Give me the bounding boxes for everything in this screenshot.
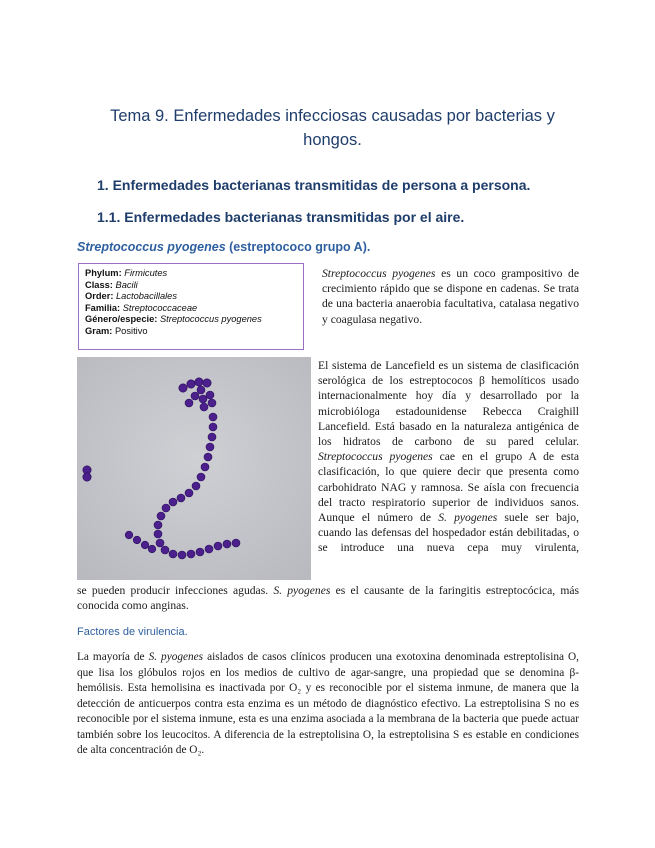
taxonomy-row: Familia: Streptococcaceae — [85, 302, 198, 313]
taxonomy-row: Phylum: Firmicutes — [85, 268, 168, 278]
micrograph-image — [77, 357, 311, 580]
organism-heading — [77, 240, 370, 254]
paragraph-description: Streptococcus pyogenes es un coco grampositivo de crecimiento rápido que se dispone en cadenas. Se trata de una bacteria anaerobia facultativa, catalasa negativo y coagulasa negativo. — [322, 267, 579, 326]
section-heading-1: 1. Enfermedades bacterianas transmitidas de persona a persona. — [97, 177, 531, 193]
taxonomy-row: Gram: Positivo — [85, 325, 148, 336]
taxonomy-row: Order: Lactobacillales — [85, 291, 177, 301]
organism-name: Streptococcus pyogenes — [77, 240, 226, 254]
taxonomy-row: Class: Bacili — [85, 279, 138, 290]
paragraph-virulence: La mayoría de S. pyogenes aislados de casos clínicos producen una exotoxina denominada estreptolisina O, que lisa los glóbulos rojos en los medios de cultivo de agar-sangre, una propiedad que se denomina β-hemólisis. Esta hemolisina es inactivada por O₂ y es reconocible por el sistema inmune, de manera que la detección de anticuerpos contra esta enzima es un método de diagnóstico efectivo. La estreptolisina S no es reconocible por el sistema inmune, esta es una enzima asociada a la membrana de la bacteria que puede actuar también sobre los leucocitos. A diferencia de la estreptolisina O, la estreptolisina S es estable en condiciones de alta concentración de O₂. — [77, 651, 579, 756]
virulence-heading: Factores de virulencia. — [77, 626, 188, 638]
paragraph-infections: se pueden producir infecciones agudas. S. pyogenes es el causante de la faringitis estreptocócica, más conocida como anginas. — [77, 584, 579, 613]
taxonomy-row: Género/especie: Streptococcus pyogenes — [85, 314, 262, 324]
streptococcus-chain-illustration — [77, 357, 311, 580]
section-heading-1-1: 1.1. Enfermedades bacterianas transmitidas por el aire. — [97, 209, 465, 225]
taxonomy-box — [78, 263, 304, 350]
paragraph-lancefield: El sistema de Lancefield es un sistema de clasificación serológica de los estreptococos β hemolíticos usado internacionalmente hoy día y desarrollado por la microbióloga estadounidense Rebecca Craighill Lancefield. Está basado en la naturaleza antigénica de los hidratos de carbono de su pared celular. Streptococcus pyogenes cae en el grupo A de esta clasificación, lo que quiere decir que presenta como carbohidrato NAG y ramnosa. Se aísla con frecuencia del tracto respiratorio superior de individuos sanos. Aunque el número de S. pyogenes suele ser bajo, cuando las defensas del hospedador están debilitadas, o se introduce una nueva cepa muy virulenta, — [318, 359, 580, 555]
organism-common-name: (estreptococo grupo A). — [225, 240, 371, 254]
page-title: Tema 9. Enfermedades infecciosas causadas por bacterias y hongos. — [110, 107, 555, 149]
